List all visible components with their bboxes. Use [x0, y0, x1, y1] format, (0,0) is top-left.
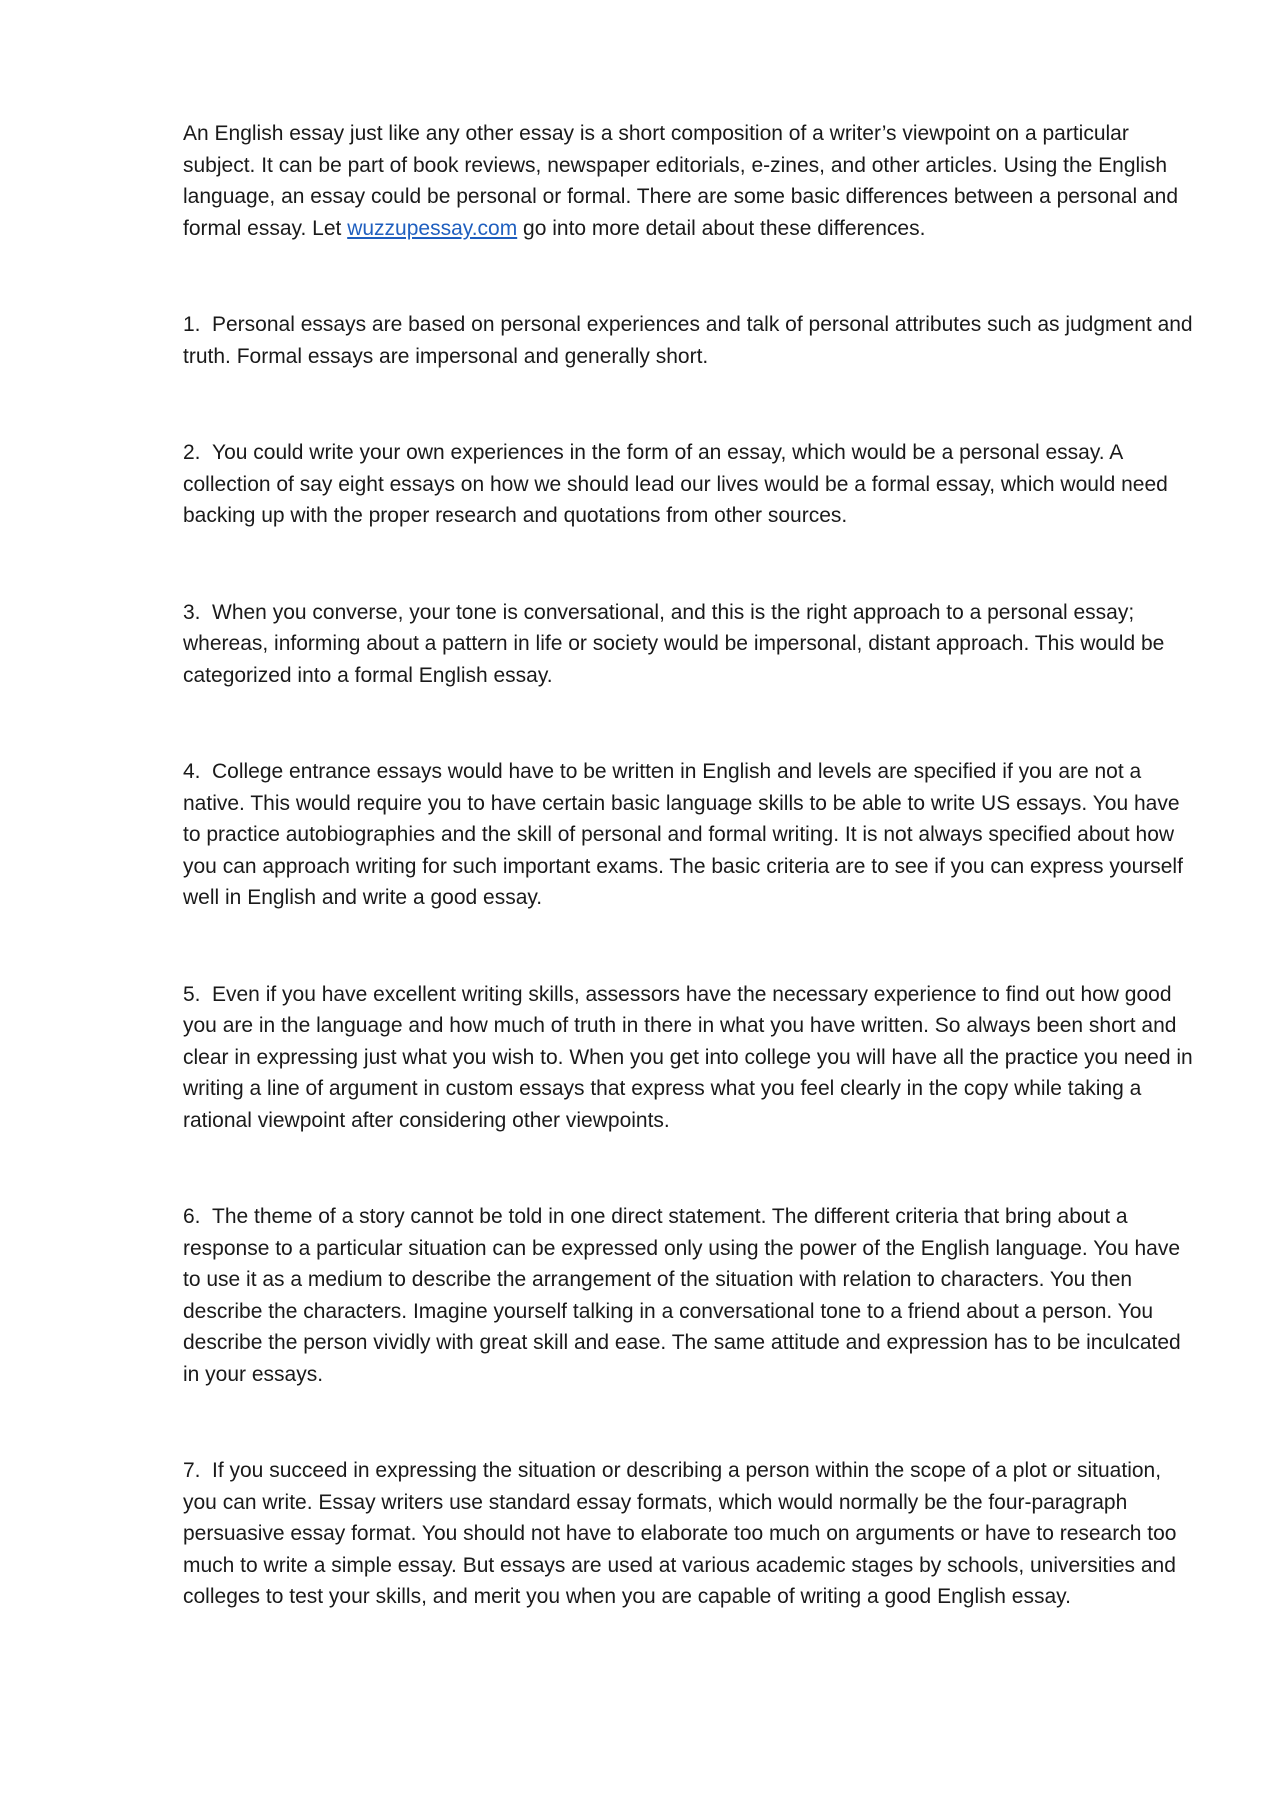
paragraph-spacer [183, 1136, 1193, 1201]
point-text: You could write your own experiences in the form of an essay, which would be a personal essay. A collection of say eight essays on how we should lead our lives would be a formal essay, which would need backing up with the proper research and quotations from other sources. [183, 441, 1168, 527]
paragraph-spacer [183, 691, 1193, 756]
point-text: College entrance essays would have to be written in English and levels are specified if you are not a native. This would require you to have certain basic language skills to be able to write US essays. You have to practice autobiographies and the skill of personal and formal writing. It is not always specified about how you can approach writing for such important exams. The basic criteria are to see if you can express yourself well in English and write a good essay. [183, 760, 1183, 909]
point-text: The theme of a story cannot be told in one direct statement. The different criteria that bring about a response to a particular situation can be expressed only using the power of the English language. You have to use it as a medium to describe the arrangement of the situation with relation to characters. You then describe the characters. Imagine yourself talking in a conversational tone to a friend about a person. You describe the person vividly with great skill and ease. The same attitude and expression has to be inculcated in your essays. [183, 1205, 1181, 1386]
point-text: If you succeed in expressing the situation or describing a person within the scope of a plot or situation, you can write. Essay writers use standard essay formats, which would normally be the four-paragraph persuasive essay format. You should not have to elaborate too much on arguments or have to research too much to write a simple essay. But essays are used at various academic stages by schools, universities and colleges to test your skills, and merit you when you are capable of writing a good English essay. [183, 1459, 1177, 1608]
paragraph-spacer [183, 532, 1193, 597]
intro-text-after-link: go into more detail about these differences. [517, 216, 926, 240]
point-text: Personal essays are based on personal experiences and talk of personal attributes such as judgment and truth. Formal essays are impersonal and generally short. [183, 313, 1193, 368]
point-paragraph-1 [183, 309, 1193, 372]
point-paragraph-6 [183, 1201, 1193, 1390]
point-number: 1. [183, 313, 201, 336]
point-number: 4. [183, 760, 201, 783]
paragraph-spacer [183, 372, 1193, 437]
wuzzupessay-link[interactable]: wuzzupessay.com [347, 216, 518, 240]
point-paragraph-2 [183, 437, 1193, 532]
point-number: 5. [183, 982, 201, 1006]
point-number: 6. [183, 1205, 201, 1228]
point-number: 3. [183, 600, 201, 624]
point-paragraph-5 [183, 979, 1193, 1137]
point-paragraph-4 [183, 756, 1193, 914]
point-paragraph-3 [183, 597, 1193, 692]
intro-paragraph [183, 118, 1193, 244]
point-paragraph-7 [183, 1455, 1193, 1613]
paragraph-spacer [183, 244, 1193, 309]
point-text: When you converse, your tone is conversational, and this is the right approach to a personal essay; whereas, informing about a pattern in life or society would be impersonal, distant approach. This would be categorized into a formal English essay. [183, 600, 1165, 687]
paragraph-spacer [183, 1390, 1193, 1455]
point-number: 2. [183, 441, 201, 464]
paragraph-spacer [183, 914, 1193, 979]
intro-text-before-link: An English essay just like any other essay is a short composition of a writer’s viewpoint on a particular subject. It can be part of book reviews, newspaper editorials, e-zines, and other articles. Using the English language, an essay could be personal or formal. There are some basic differences between a personal and formal essay. Let [183, 122, 1179, 240]
point-number: 7. [183, 1459, 201, 1482]
document-body [183, 118, 1193, 1613]
point-text: Even if you have excellent writing skills, assessors have the necessary experience to find out how good you are in the language and how much of truth in there in what you have written. So always been short and clear in expressing just what you wish to. When you get into college you will have all the practice you need in writing a line of argument in custom essays that express what you feel clearly in the copy while taking a rational viewpoint after considering other viewpoints. [183, 982, 1193, 1132]
